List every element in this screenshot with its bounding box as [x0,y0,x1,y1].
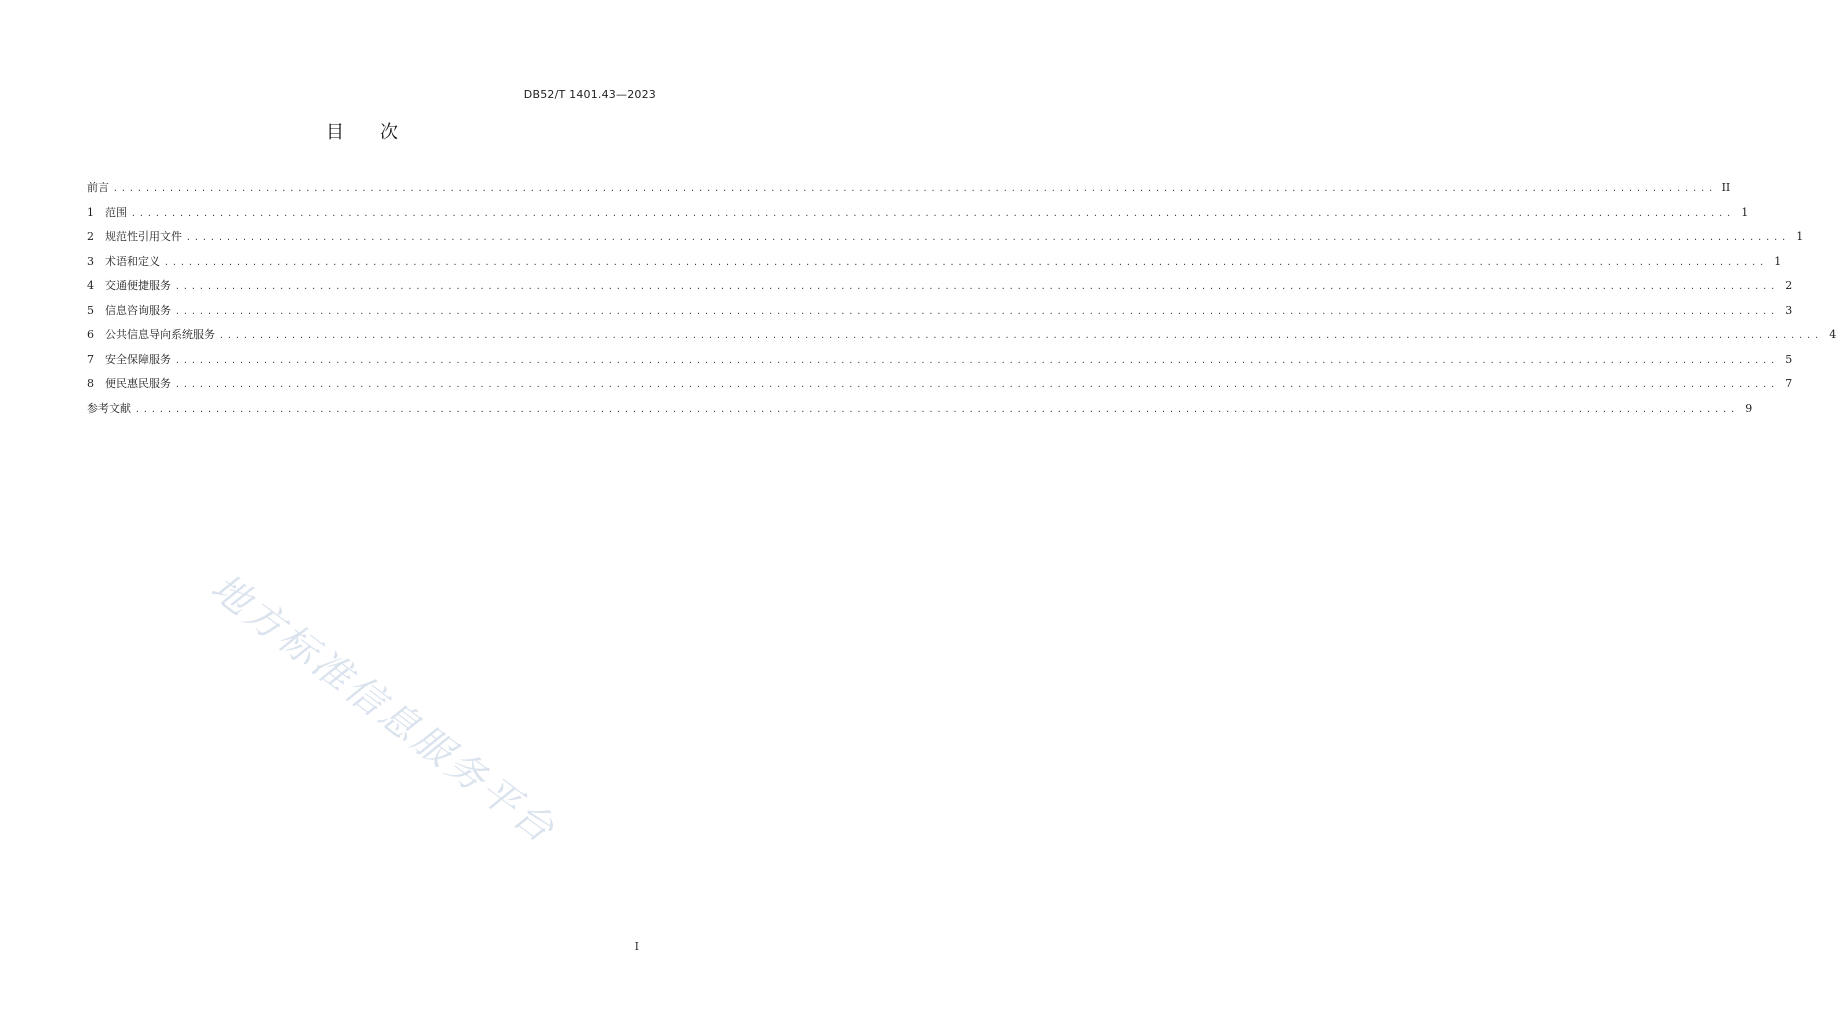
toc-entry-label: 公共信息导向系统服务 [105,328,215,341]
toc-leader-dots: ........................................................................................................................................................................................................ [175,282,1779,291]
toc-entry-number: 2 [87,230,94,243]
toc-title: 目次 [326,122,434,143]
toc-leader-dots: ........................................................................................................................................................................................................ [219,331,1823,340]
toc-entry-label: 安全保障服务 [105,352,171,366]
toc-entry[interactable] [87,277,1793,302]
toc-entry[interactable] [87,302,1793,327]
toc-entry-page: 1 [1796,230,1804,243]
toc-entry-label: 参考文献 [87,401,131,415]
toc-entry-number: 6 [87,328,94,341]
toc-entry-label: 前言 [87,181,109,194]
toc-entry-page: 1 [1774,254,1782,268]
toc-entry-label: 便民惠民服务 [105,377,171,390]
toc-leader-dots: ........................................................................................................................................................................................................ [175,355,1779,365]
toc-entry-number: 7 [87,352,94,366]
toc-entry-page: 7 [1785,377,1793,390]
toc-entry[interactable] [87,253,1782,278]
toc-entry[interactable] [87,204,1749,229]
toc-entry[interactable] [87,375,1793,400]
toc-entry-page: 1 [1741,205,1749,219]
toc-entry-number: 3 [87,254,94,268]
toc-entry-label: 规范性引用文件 [105,230,182,243]
toc-entry[interactable] [87,400,1753,425]
toc-entry-label: 交通便捷服务 [105,279,171,292]
toc-list [87,179,1836,424]
toc-entry-page: 9 [1745,401,1753,415]
toc-entry-page: 2 [1785,279,1793,292]
toc-entry-page: 5 [1785,352,1793,366]
toc-entry-page: 4 [1829,328,1836,341]
toc-entry-number: 5 [87,303,94,317]
toc-entry-label: 术语和定义 [105,254,160,268]
toc-leader-dots: ........................................................................................................................................................................................................ [113,184,1717,193]
toc-leader-dots: ........................................................................................................................................................................................................ [131,208,1735,218]
toc-entry-number: 4 [87,279,94,292]
toc-entry-page: 3 [1785,303,1793,317]
toc-entry-label: 信息咨询服务 [105,303,171,317]
toc-leader-dots: ........................................................................................................................................................................................................ [175,306,1779,316]
watermark: 地方标准信息服务平台 [202,564,565,853]
toc-entry[interactable] [87,326,1836,351]
toc-entry-number: 1 [87,205,94,219]
page-number: I [634,940,639,953]
toc-leader-dots: ........................................................................................................................................................................................................ [186,233,1790,242]
toc-entry-page: II [1721,181,1731,194]
toc-entry[interactable] [87,228,1804,253]
document-code: DB52/T 1401.43—2023 [523,88,656,101]
toc-leader-dots: ........................................................................................................................................................................................................ [175,380,1779,389]
toc-entry[interactable] [87,179,1731,204]
toc-entry-label: 范围 [105,205,127,219]
toc-entry-number: 8 [87,377,94,390]
toc-leader-dots: ........................................................................................................................................................................................................ [164,257,1768,267]
toc-leader-dots: ........................................................................................................................................................................................................ [135,404,1739,414]
toc-entry[interactable] [87,351,1793,376]
